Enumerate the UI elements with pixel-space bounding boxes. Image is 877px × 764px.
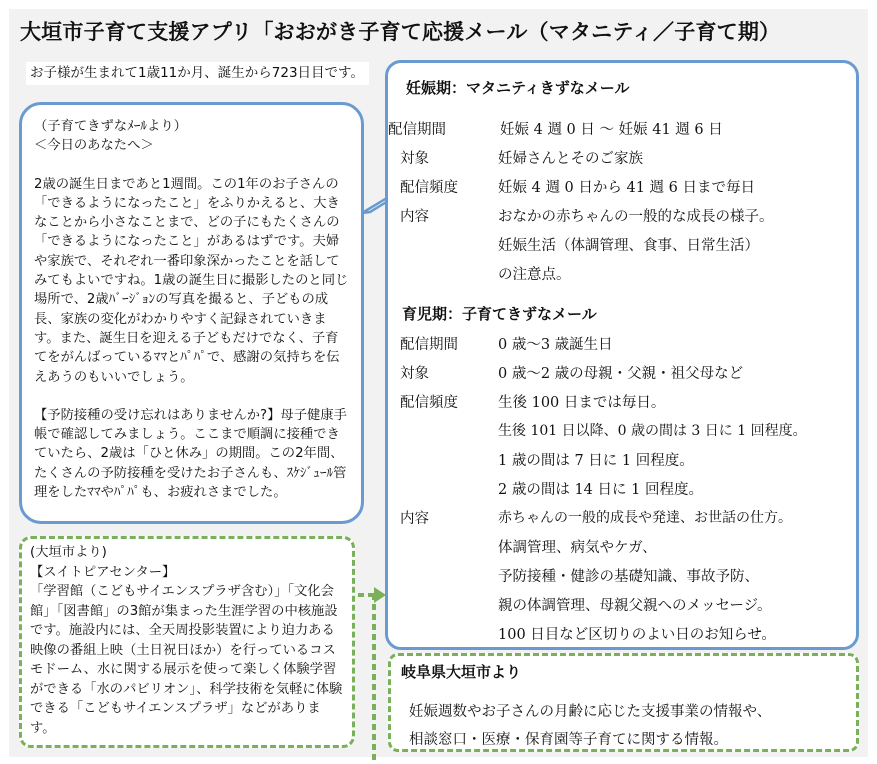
maternity-heading: 妊娠期：マタニティきずなメール [406,79,630,97]
maternity-content-value: おなかの赤ちゃんの一般的な成長の様子。 [498,209,774,225]
age-intro: お子様が生まれて1歳11か月、誕生から723日目です。 [26,62,369,85]
gifu-info-box [388,653,859,752]
childcare-frequency-line: 1 歳の間は 7 日に 1 回程度。 [498,453,694,469]
message-body: 2歳の誕生日まであと1週間。この1年のお子さんの「できるようになったこと」をふりかえると、大きなことから小さなことまで、どの子にもたくさんの「できるようになったこと」があるはずです。夫婦や家族で、それぞれ一番印象深かったことを話してみてもよいですね。1歳の誕生日に撮影したのと同じ場所で、2歳ﾊﾞｰｼﾞｮﾝの写真を撮ると、子どもの成長、家族の変化がわかりやすく記録されていきます。また、誕生日を迎える子どもだけでなく、子育てをがんばっているﾏﾏとﾊﾟﾊﾟで、感謝の気持ちを伝えあうのもいいでしょう。 [34,176,349,385]
childcare-frequency-value: 生後 100 日までは毎日。 [498,395,666,411]
message-heading: ＜今日のあなたへ＞ [34,138,154,154]
childcare-content-line: 体調管理、病気やケガ、 [498,540,657,556]
ogaki-info-box [19,536,355,748]
childcare-content-line: 予防接種・健診の基礎知識、事故予防、 [498,569,759,585]
maternity-frequency-label: 配信頻度 [400,180,458,196]
childcare-content-line: 100 日目など区切りのよい日のお知らせ。 [498,627,776,643]
childcare-target-label: 対象 [400,366,429,382]
message-source: （子育てきずなﾒｰﾙより） [34,119,187,134]
childcare-content-line: 赤ちゃんの一般的成長や発達、お世話の仕方。 [498,510,792,526]
mail-info-panel [385,60,859,650]
childcare-period-value: 0 歳〜3 歳誕生日 [498,337,613,353]
childcare-frequency-line: 2 歳の間は 14 日に 1 回程度。 [498,482,703,498]
maternity-period-label: 配信期間 [388,122,446,138]
gifu-line: 妊娠週数やお子さんの月齢に応じた支援事業の情報や、 [409,704,772,720]
gifu-heading: 岐阜県大垣市より [401,663,522,681]
childcare-target-value: 0 歳〜2 歳の母親・父親・祖父母など [498,366,744,382]
childcare-content-label: 内容 [400,511,429,527]
ogaki-body: 「学習館（こどもサイエンスプラザ含む）」「文化会館」「図書館」の3館が集まった生涯学習の中核施設です。施設内には、全天周投影装置により迫力ある映像の番組上映（土日祝日ほか）を行っているコスモドーム、水に関する展示を使って楽しく体験学習ができる「水のパビリオン」、科学技術を気軽に体験できる「こどもサイエンスプラザ」などがあります。 [30,584,343,736]
ogaki-heading: 【スイトピアセンター】 [30,564,176,580]
message-bubble [19,102,364,524]
maternity-target-value: 妊婦さんとそのご家族 [498,151,643,167]
childcare-heading: 育児期：子育てきずなメール [402,305,597,323]
vaccination-note: 【予防接種の受け忘れはありませんか?】母子健康手帳で確認してみましょう。ここまで順調に接種できていたら、2歳は「ひと休み」の期間。この2年間、たくさんの予防接種を受けたお子さんも、ｽｹｼﾞｭｰﾙ管理をしたﾏﾏやﾊﾟﾊﾟも、お疲れさまでした。 [34,407,347,501]
maternity-content-line: 妊娠生活（体調管理、食事、日常生活） [498,238,759,254]
maternity-content-label: 内容 [400,209,429,225]
childcare-frequency-line: 生後 101 日以降、0 歳の間は 3 日に 1 回程度。 [498,423,807,439]
maternity-target-label: 対象 [400,151,429,167]
maternity-content-line: の注意点。 [498,267,571,283]
maternity-period-value: 妊娠 4 週 0 日 〜 妊娠 41 週 6 日 [500,122,723,138]
page-title: 大垣市子育て支援アプリ「おおがき子育て応援メール（マタニティ／子育て期） [20,20,781,44]
gifu-line: 相談窓口・医療・保育園等子育てに関する情報。 [409,732,728,748]
ogaki-source: (大垣市より) [30,545,107,560]
childcare-frequency-label: 配信頻度 [400,395,458,411]
maternity-frequency-value: 妊娠 4 週 0 日から 41 週 6 日まで毎日 [498,180,755,196]
childcare-content-line: 親の体調管理、母親父親へのメッセージ。 [498,598,772,614]
childcare-period-label: 配信期間 [400,337,458,353]
